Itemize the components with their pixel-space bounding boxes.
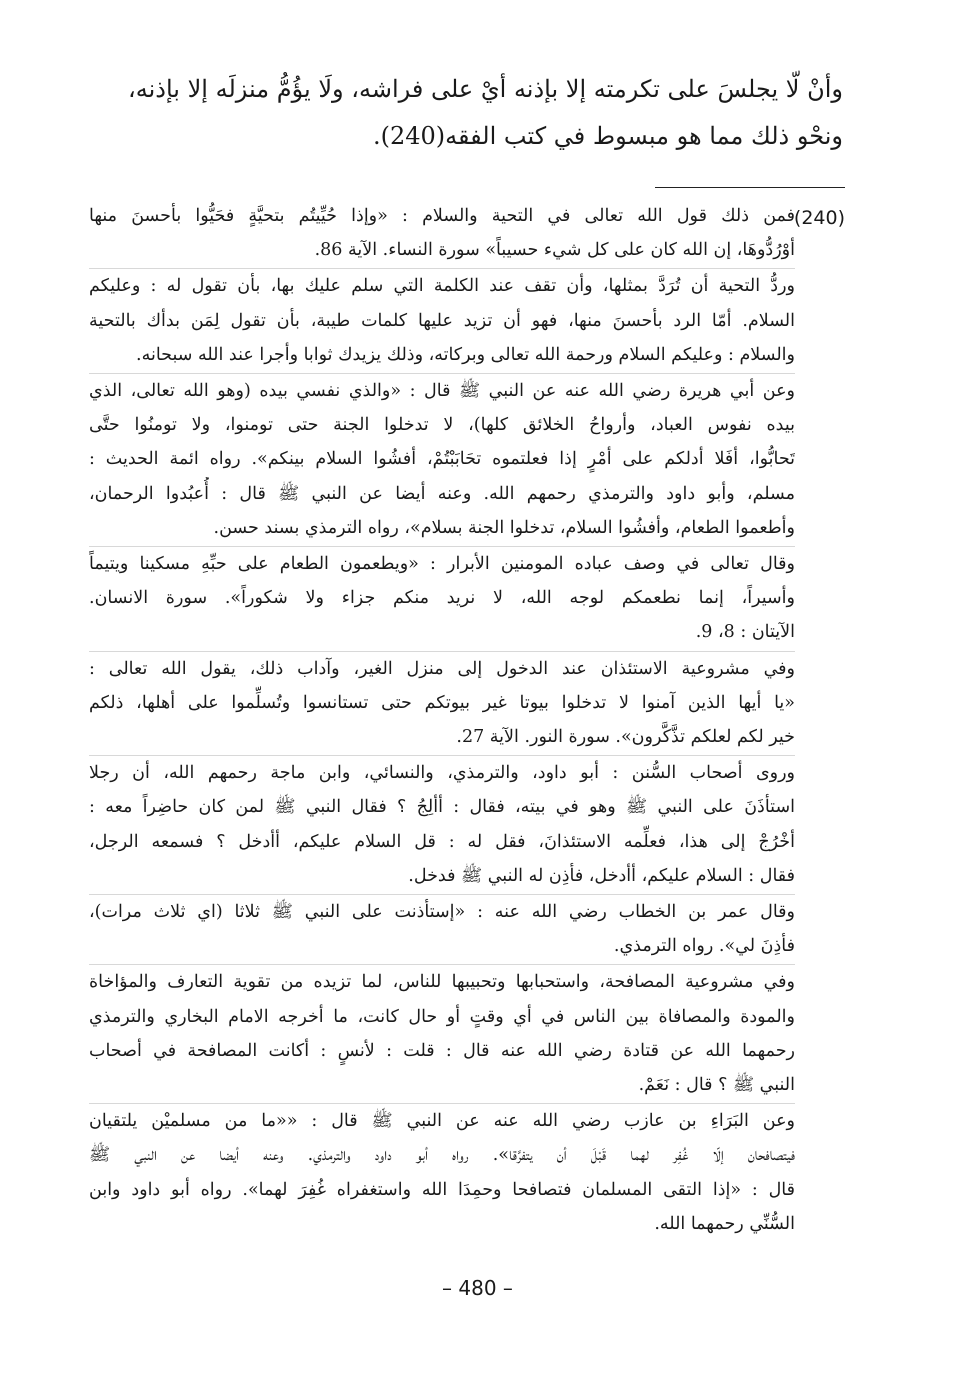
footnote-line: وقال تعالى في وصف عباده المومنين الأبرار : «ويطعمون الطعام على حبِّهِ مسكينا ويتيماً	[89, 554, 795, 575]
footnote-line: وفي مشروعية المصافحة، واستحبابها وتحبيبها للناس، لما تزيده من تقوية التعارف والمؤاخاة	[89, 972, 795, 993]
footnote-line: أخْرُجْ إلى هذا، فعلِّمه الاستئذانَ، فقل له : قل السلام عليكم، أأدخل ؟ فسمعه الرجل،	[89, 831, 795, 852]
footnote-line: وأطعموا الطعام، وأفشُوا السلام، تدخلوا الجنة بسلام»، رواه الترمذي بسند حسن.	[213, 517, 795, 538]
footnote-line: والسلام : وعليكم السلام ورحمة الله تعالى وبركاته، وذلك يزيدك ثوابا وأجرا عند الله سبحانه.	[136, 344, 795, 365]
footnote-line: والمودة والمصافاة بين الناس في أي وقتٍ أو حال كانت، ما أخرجه الامام البخاري والترمذي	[89, 1006, 795, 1027]
footnote-line: مسلم، وأبو داود والترمذي رحمهم الله. وعنه أيضا عن النبي ﷺ قال : أُعبُدوا الرحمان،	[89, 483, 795, 504]
footnote-paragraph	[89, 756, 795, 895]
footnote-line: وعن أبي هريرة رضي الله عنه عن النبي ﷺ قال : «والذي نفسي بيده (وهو الله تعالى، الذي	[89, 381, 795, 402]
footnote-line: «يا أيها الذين آمنوا لا تدخلوا بيوتا غير بيوتكم حتى تستانسوا وتُسلِّموا على أهلها، ذلكم	[89, 692, 795, 713]
footnote-paragraph	[89, 652, 795, 757]
footnote-paragraph	[89, 199, 795, 269]
footnote-number: (240)	[793, 207, 845, 229]
footnote-line: بيده نفوس العباد، وأرواحُ الخلائق كلها)، لا تدخلوا الجنة حتى تومنوا، ولا تومنُوا حتَّى	[89, 415, 795, 436]
footnote-paragraph	[89, 269, 795, 374]
footnote-line: أوْرُدُّوهَا، إن الله كان على كل شيء حسيباً» سورة النساء. الآية 86.	[314, 240, 795, 261]
footnote-body	[89, 199, 795, 1242]
footnote-paragraph	[89, 547, 795, 652]
main-text	[91, 66, 843, 160]
footnote-line: تَحابُّوا، أفَلا أدلكم على أمْرٍ إذا فعلتموه تحَابَبْتُمْ، أفشُوا السلام بينكم». رواه ائمة الحديث :	[89, 449, 795, 470]
footnote-line: استأذَنَ على النبي ﷺ وهو في بيته، فقال : أألِجُ ؟ فقال النبي ﷺ لمن كان حاضِراً معه :	[89, 797, 795, 818]
footnote-line: النبي ﷺ ؟ قال : نَعَمْ.	[638, 1075, 795, 1096]
footnote-line: وفي مشروعية الاستئذان عند الدخول إلى منزل الغير، وآداب ذلك، يقول الله تعالى :	[89, 658, 795, 679]
footnote-line: وروى أصحاب السُّنن : أبو داود، والترمذي، والنسائي، وابن ماجة رحمهم الله، أن رجلا	[89, 763, 795, 784]
footnote-line: السلام. أمّا الرد بأحسنَ منها، فهو أن تزيد عليها كلمات طيبة، بأن تقول لِمَن بدأك بالتحية	[89, 310, 795, 331]
footnote-paragraph	[89, 374, 795, 547]
footnote-paragraph	[89, 965, 795, 1104]
footnote-line: فأذِنَ لي». رواه الترمذي.	[613, 936, 795, 957]
footnote-line: وأسيراً، إنما نطعمكم لوجه الله، لا نريد منكم جزاء ولا شكوراً». سورة الانسان.	[89, 588, 795, 609]
footnote-paragraph	[89, 1104, 795, 1242]
footnote-line: فمن ذلك قول الله تعالى في التحية والسلام : «وإذا حُيِّيتُم بتحيَّةٍ فحَيُّوا بأحسنَ منها	[89, 206, 795, 226]
footnote-line: وعن البَرَاءِ بن عازب رضي الله عنه عن النبي ﷺ قال : ««ما من مسلميْن يلتقيان	[89, 1111, 795, 1132]
footnote-line: فيتصافحان إلّا غُفِر لهما قَبْلَ أن يتفرَّقا». رواه أبو داود والترمذي. وعنه أيضا عن النبي ﷺ	[89, 1145, 795, 1166]
footnote-line: خير لكم لعلكم تذَّكَّرون». سورة النور. الآية 27.	[456, 727, 795, 748]
footnote-line: السُّنِّي رحمهما الله.	[654, 1213, 795, 1234]
footnote-line: فقال : السلام عليكم، أأدخل، فأذِن له النبي ﷺ فدخل.	[408, 865, 795, 886]
main-text-line: ونحْو ذلك مما هو مبسوط في كتب الفقه(240).	[372, 122, 843, 150]
page-number: – 480 –	[442, 1276, 513, 1300]
footnote-line: وردُّ التحية أن تُرَدَّ بمثلها، وأن تقف عند الكلمة التي سلم عليك بها، بأن تقول له : وعليكم	[89, 276, 795, 297]
footnote-line: رحمهما الله عن قتادة رضي الله عنه قال : قلت : لأنسٍ : أكانت المصافحة في أصحاب	[89, 1040, 795, 1061]
footnote-paragraph	[89, 895, 795, 965]
main-text-line: وأنْ لّا يجلسَ على تكرمته إلا بإذنه أيْ على فراشه، ولَا يؤُمُّ منزلَه إلا بإذنه،	[128, 75, 843, 103]
footnote-divider	[655, 187, 845, 188]
footnote-line: الآيتان : 8، 9.	[695, 622, 795, 643]
footnote-line: قال : «إذا التقى المسلمان فتصافحا وحمِدَا الله واستغفراه غُفِرَ لهما». رواه أبو داود وابن	[89, 1179, 795, 1200]
footnote-line: وقال عمر بن الخطاب رضي الله عنه : «إستأذنت على النبي ﷺ ثلاثا (اي ثلاث مرات)،	[89, 902, 795, 923]
